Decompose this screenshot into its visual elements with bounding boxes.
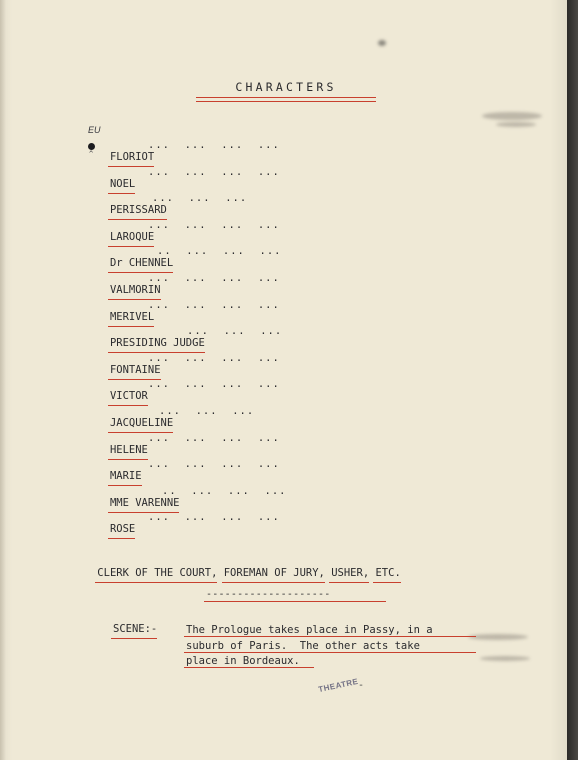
role-clerk: CLERK OF THE COURT, bbox=[97, 567, 218, 579]
character-name: FLORIOT bbox=[109, 151, 155, 163]
character-row bbox=[72, 245, 282, 272]
binding-edge bbox=[0, 0, 6, 760]
page-title: CHARACTERS bbox=[235, 80, 337, 94]
leader-dots: ... ... ... ... bbox=[148, 378, 280, 391]
character-name: MARIE bbox=[109, 470, 142, 483]
character-row bbox=[72, 325, 283, 352]
role-etc: ETC. bbox=[375, 567, 401, 579]
handwritten-annotation: EU bbox=[88, 125, 101, 135]
book-spine bbox=[567, 0, 578, 760]
leader-dots: ... ... ... bbox=[159, 404, 255, 417]
leader-dots: ... ... ... ... bbox=[148, 165, 280, 178]
leader-dots: ... ... ... ... bbox=[148, 298, 280, 311]
character-row bbox=[72, 165, 280, 193]
paper-smudge bbox=[482, 112, 542, 120]
scene-label bbox=[113, 623, 157, 635]
stamp-dash: - bbox=[358, 680, 365, 691]
leader-dots: ... ... ... ... bbox=[148, 271, 280, 284]
paper-smudge bbox=[480, 656, 530, 661]
paper-smudge bbox=[496, 122, 536, 127]
character-row bbox=[72, 378, 280, 405]
divider-underline bbox=[204, 601, 386, 602]
title-underline bbox=[196, 97, 376, 102]
character-row bbox=[72, 139, 280, 166]
scene-underline bbox=[184, 652, 476, 653]
character-name: PRESIDING JUDGE bbox=[109, 337, 205, 350]
character-name: LAROQUE bbox=[109, 230, 155, 243]
leader-dots: ... ... ... ... bbox=[148, 458, 280, 471]
role-foreman: FOREMAN OF JURY, bbox=[223, 567, 325, 579]
scene-line: suburb of Paris. The other acts take bbox=[186, 639, 420, 652]
leader-dots: ... ... ... ... bbox=[148, 351, 280, 364]
character-row bbox=[72, 218, 280, 246]
character-name: HELENE bbox=[109, 443, 148, 456]
caret-mark: ^ bbox=[89, 150, 94, 158]
role-usher: USHER, bbox=[331, 567, 370, 579]
character-name: MERIVEL bbox=[109, 310, 155, 323]
scene-line: place in Bordeaux. bbox=[186, 655, 300, 667]
section-divider: -------------------- bbox=[206, 589, 331, 600]
character-row bbox=[72, 458, 280, 485]
scene-description bbox=[186, 623, 433, 670]
character-row bbox=[72, 431, 280, 459]
paper-smudge bbox=[378, 40, 386, 46]
paper-smudge bbox=[468, 634, 528, 640]
scene-label-text: SCENE:- bbox=[113, 623, 158, 635]
leader-dots: .. ... ... ... bbox=[157, 245, 282, 258]
character-name: JACQUELINE bbox=[109, 416, 174, 429]
character-row bbox=[72, 271, 280, 299]
scene-line: The Prologue takes place in Passy, in a bbox=[186, 624, 433, 636]
character-row bbox=[72, 511, 280, 538]
character-name: VICTOR bbox=[109, 390, 148, 403]
character-name: ROSE bbox=[109, 523, 136, 536]
supporting-roles-line bbox=[72, 555, 401, 591]
character-name: FONTAINE bbox=[109, 363, 161, 376]
character-name: Dr CHENNEL bbox=[109, 257, 174, 270]
character-row bbox=[72, 484, 287, 512]
leader-dots: ... ... ... ... bbox=[148, 511, 280, 524]
leader-dots: ... ... ... ... bbox=[148, 218, 280, 231]
scene-underline bbox=[184, 636, 476, 637]
leader-dots: ... ... ... bbox=[187, 325, 283, 338]
library-stamp: THEATRE bbox=[317, 676, 360, 695]
character-name: MME VARENNE bbox=[109, 496, 180, 509]
leader-dots: .. ... ... ... bbox=[162, 484, 287, 497]
character-list bbox=[72, 139, 287, 538]
leader-dots: ... ... ... ... bbox=[148, 139, 280, 151]
character-name: VALMORIN bbox=[109, 283, 161, 296]
leader-dots: ... ... ... ... bbox=[148, 431, 280, 444]
leader-dots: ... ... ... bbox=[152, 192, 248, 205]
character-row bbox=[72, 192, 248, 219]
character-row bbox=[72, 351, 280, 379]
character-name: NOEL bbox=[109, 177, 136, 190]
character-row bbox=[72, 404, 255, 432]
character-row bbox=[72, 298, 280, 326]
character-name: PERISSARD bbox=[109, 204, 167, 217]
scene-underline bbox=[184, 667, 314, 668]
